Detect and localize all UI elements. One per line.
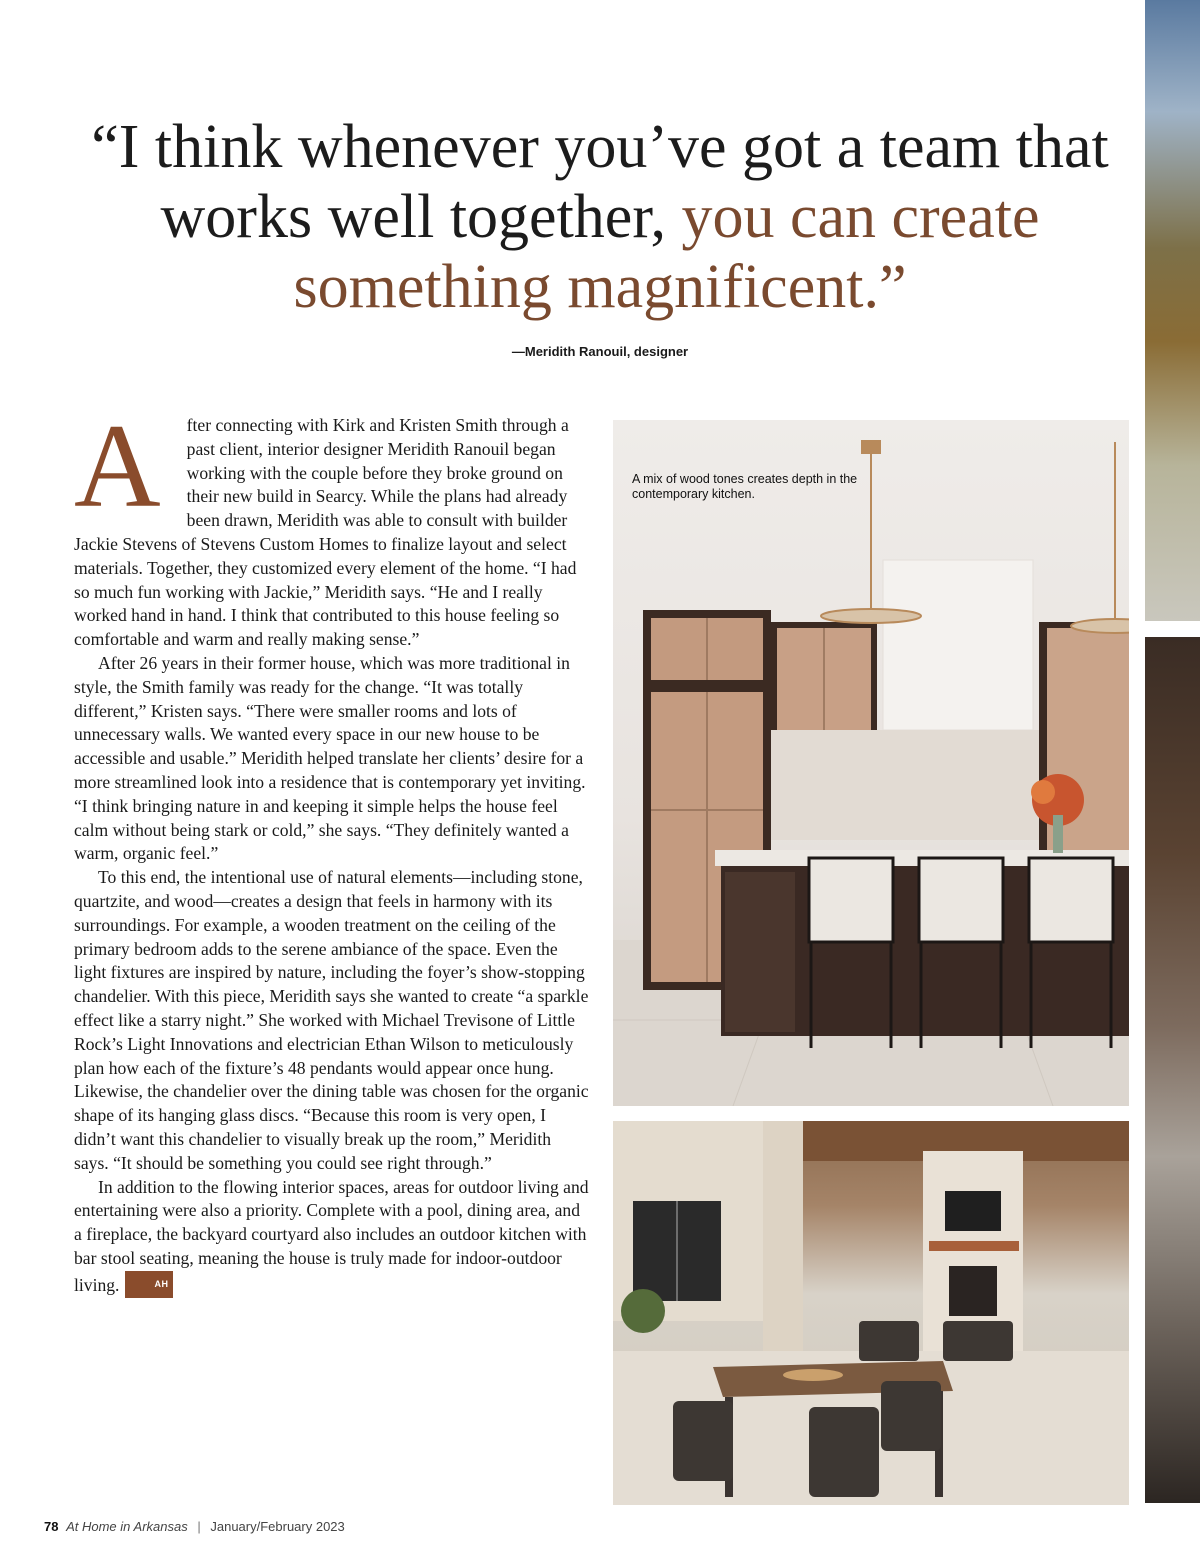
patio-illustration [613, 1121, 1129, 1505]
end-mark-badge: AH [125, 1271, 173, 1299]
issue-date: January/February 2023 [210, 1519, 345, 1534]
pull-quote-accent-text: you can create something magnificent.” [293, 183, 1040, 321]
quote-attribution: —Meridith Ranouil, designer [511, 344, 689, 359]
kitchen-caption: A mix of wood tones creates depth in the contemporary kitchen. [632, 472, 858, 501]
pull-quote [40, 112, 1160, 322]
kitchen-illustration [613, 420, 1129, 1106]
article-paragraph: To this end, the intentional use of natural elements—including stone, quartzite, and wood—creates a design that feels in harmony with its surroundings. For example, a wooden treatment on the ceiling of the primary bedroom adds to the serene ambiance of the space. Even the light fixtures are inspired by nature, including the foyer’s show-stopping chandelier. With this piece, Meridith says she wanted to create “a sparkle effect like a starry night.” She worked with Michael Trevisone of Little Rock’s Light Innovations and electrician Ethan Wilson to meticulously plan how each of the fixture’s 48 pendants would appear once hung. Likewise, the chandelier over the dining table was chosen for the organic shape of its hanging glass discs. “Because this room is very open, I didn’t want this chandelier to visually break up the room,” Meridith says. “It should be something you could see right through.” [74, 867, 589, 1173]
article-body [74, 399, 590, 1298]
pull-quote-text: “I think whenever you’ve got a team that works well together, [91, 113, 1109, 251]
article-paragraph [74, 1176, 590, 1299]
patio-photo [613, 1121, 1129, 1505]
facing-page-photo-top [1145, 0, 1200, 621]
article-paragraph: After 26 years in their former house, which was more traditional in style, the Smith family was ready for the change. “It was totally different,” Kristen says. “There were smaller rooms and lots of unnecessary walls. We wanted every space in our new house to be accessible and usable.” Meridith helped translate her clients’ desire for a more streamlined look into a residence that is contemporary yet inviting. “I think bringing nature in and keeping it simple helps the house feel calm without being stark or cold,” she says. “They definitely wanted a warm, organic feel.” [74, 652, 586, 864]
article-paragraph [74, 399, 590, 652]
folio-separator: | [197, 1519, 201, 1534]
paragraph-text: fter connecting with Kirk and Kristen Smith through a past client, interior designer Meridith Ranouil began working with the couple before they broke ground on their new build in Searcy. While the plans had already been drawn, Meridith was able to consult with builder Jackie Stevens of Stevens Custom Homes to finalize layout and select materials. Together, they customized every element of the home. “I had so much fun working with Jackie,” Meridith says. “He and I really worked hand in hand. I think that contributed to this house feeling so comfortable and warm and really making sense.” [74, 415, 577, 650]
facing-page-photo-bottom [1145, 637, 1200, 1503]
kitchen-photo [613, 420, 1129, 1106]
drop-cap: A [74, 399, 161, 532]
page-folio [44, 1519, 345, 1534]
paragraph-text: In addition to the flowing interior spaces, areas for outdoor living and entertaining were also a priority. Complete with a pool, dining area, and a fireplace, the backyard courtyard also includes an outdoor kitchen with bar stool seating, meaning the house is truly made for indoor-outdoor living. [74, 1176, 589, 1295]
magazine-name: At Home in Arkansas [66, 1519, 188, 1534]
page-number: 78 [44, 1519, 59, 1534]
